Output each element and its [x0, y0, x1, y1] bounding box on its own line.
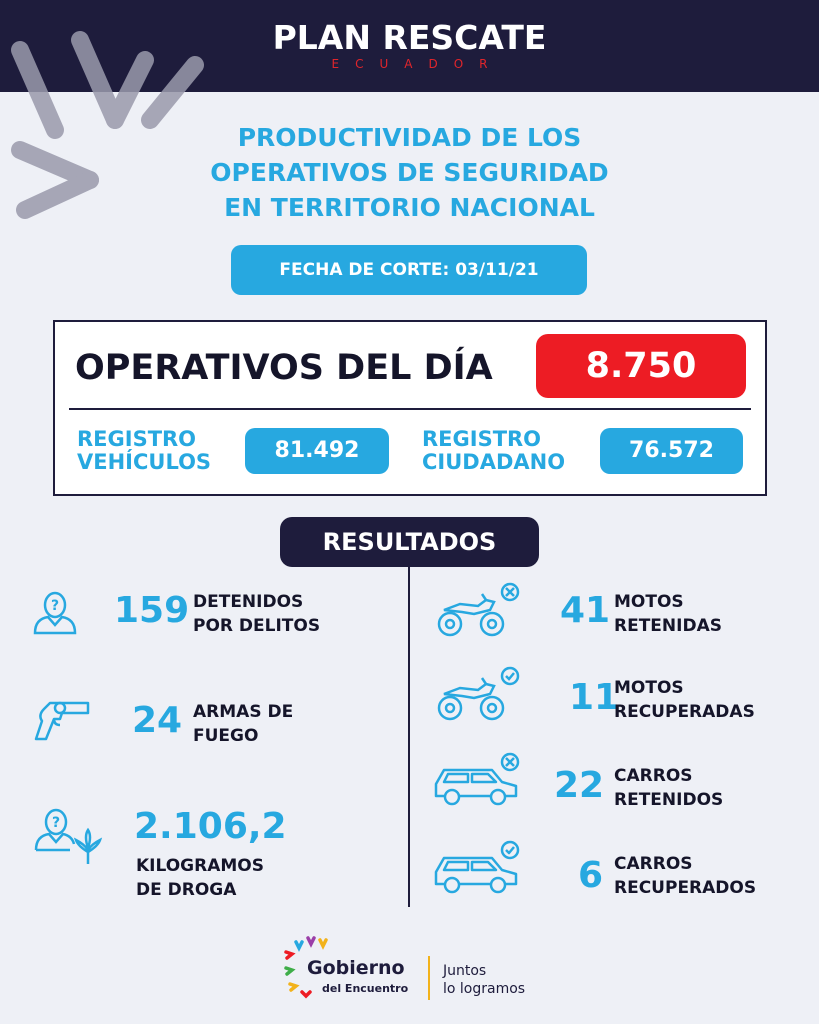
- car-x-icon: [432, 752, 524, 810]
- cutoff-date-badge: FECHA DE CORTE: 03/11/21: [231, 245, 587, 295]
- detained-label-line: POR DELITOS: [193, 616, 321, 636]
- operations-label: OPERATIVOS DEL DÍA: [75, 348, 493, 388]
- firearms-value: 24: [132, 700, 183, 741]
- car-check-icon: [432, 840, 524, 898]
- motos-retained-label: [614, 590, 722, 638]
- motos-retained-label-line: MOTOS: [614, 592, 684, 612]
- citizen-registry-label-line: REGISTRO: [422, 427, 542, 451]
- cars-recovered-label-line: RECUPERADOS: [614, 878, 757, 898]
- svg-text:?: ?: [51, 815, 61, 831]
- page-title-line: EN TERRITORIO NACIONAL: [224, 193, 595, 222]
- motos-recovered-label-line: RECUPERADAS: [614, 702, 755, 722]
- results-divider: [408, 567, 410, 907]
- page-title-line: OPERATIVOS DE SEGURIDAD: [210, 158, 609, 187]
- cars-recovered-value: 6: [578, 855, 604, 896]
- motos-recovered-label: [614, 676, 755, 724]
- slogan: [443, 962, 525, 998]
- slogan-line: Juntos: [443, 963, 487, 979]
- detained-label-line: DETENIDOS: [193, 592, 304, 612]
- citizen-registry-label-line: CIUDADANO: [422, 450, 566, 474]
- page-title-line: PRODUCTIVIDAD DE LOS: [237, 123, 582, 152]
- slogan-line: lo logramos: [443, 981, 526, 997]
- results-heading: RESULTADOS: [280, 517, 539, 567]
- detained-person-icon: [30, 587, 80, 637]
- citizen-registry-label: [422, 428, 565, 474]
- operations-divider: [69, 408, 751, 410]
- government-subname: del Encuentro: [322, 982, 409, 995]
- detained-value: 159: [114, 590, 190, 631]
- page-title: [0, 120, 819, 225]
- cars-retained-label-line: CARROS: [614, 766, 693, 786]
- brand-subtitle: ECUADOR: [331, 57, 504, 71]
- vehicle-registry-label-line: REGISTRO: [77, 427, 197, 451]
- cars-retained-value: 22: [554, 765, 605, 806]
- drugs-value: 2.106,2: [134, 806, 287, 847]
- cars-retained-label: [614, 764, 723, 812]
- operations-panel: [53, 320, 767, 496]
- motos-recovered-value: 11: [569, 677, 620, 718]
- firearms-label-line: ARMAS DE: [193, 702, 294, 722]
- motorbike-check-icon: [434, 664, 524, 724]
- citizen-registry-value: 76.572: [600, 428, 743, 474]
- motos-recovered-label-line: MOTOS: [614, 678, 684, 698]
- motos-retained-value: 41: [560, 590, 611, 631]
- detained-label: [193, 590, 320, 638]
- drugs-label-line: DE DROGA: [136, 880, 237, 900]
- motorbike-x-icon: [434, 580, 524, 640]
- svg-text:?: ?: [50, 598, 60, 614]
- footer-separator: [428, 956, 430, 1000]
- drugs-label: [136, 854, 264, 902]
- cars-recovered-label: [614, 852, 756, 900]
- motos-retained-label-line: RETENIDAS: [614, 616, 722, 636]
- firearms-label: [193, 700, 293, 748]
- cars-retained-label-line: RETENIDOS: [614, 790, 724, 810]
- vehicle-registry-label-line: VEHÍCULOS: [77, 450, 212, 474]
- revolver-icon: [32, 697, 92, 743]
- vehicle-registry-value: 81.492: [245, 428, 389, 474]
- vehicle-registry-label: [77, 428, 211, 474]
- government-name: Gobierno: [307, 957, 405, 979]
- firearms-label-line: FUEGO: [193, 726, 259, 746]
- drugs-label-line: KILOGRAMOS: [136, 856, 264, 876]
- brand-title: PLAN RESCATE: [272, 18, 547, 57]
- drug-suspect-icon: [34, 806, 106, 866]
- cars-recovered-label-line: CARROS: [614, 854, 693, 874]
- operations-value: 8.750: [536, 334, 746, 398]
